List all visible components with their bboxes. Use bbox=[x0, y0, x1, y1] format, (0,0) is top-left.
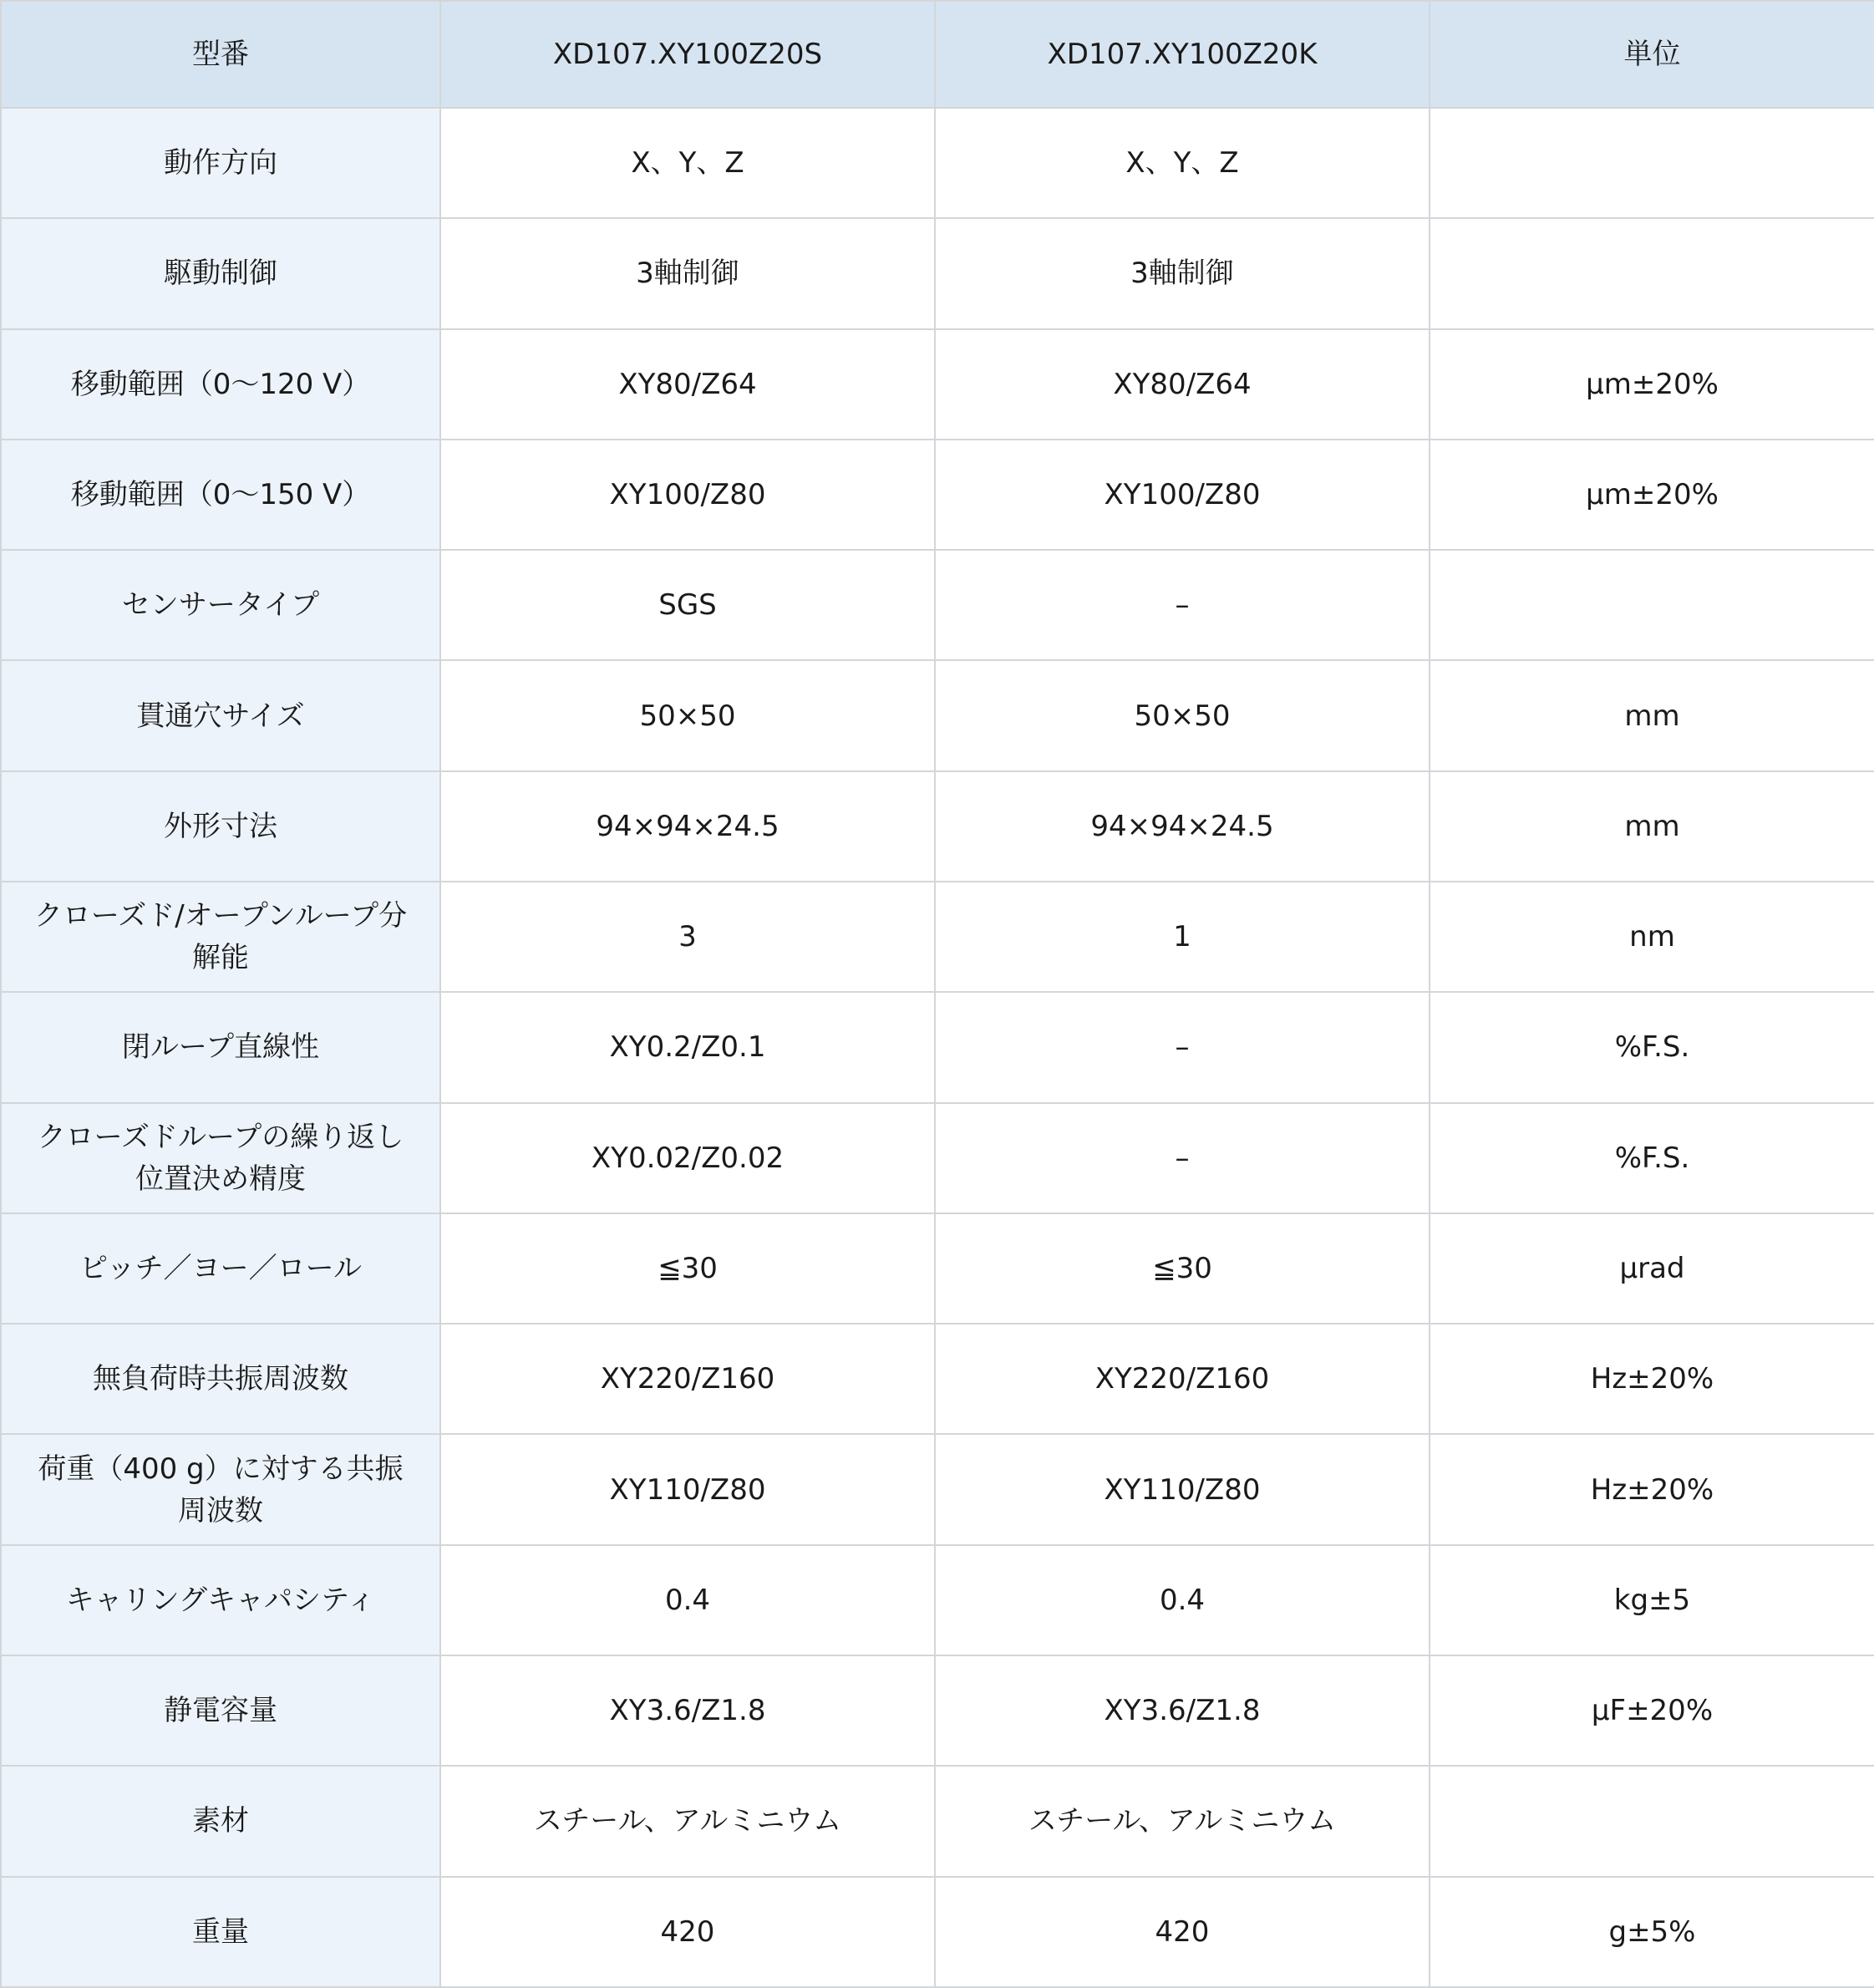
row-value-k: 3軸制御 bbox=[935, 218, 1430, 328]
table-row bbox=[1, 440, 1874, 550]
row-unit: μm±20% bbox=[1430, 440, 1874, 550]
row-unit bbox=[1430, 1766, 1874, 1876]
table-row bbox=[1, 329, 1874, 440]
row-value-k: 1 bbox=[935, 882, 1430, 992]
header-row bbox=[1, 1, 1874, 108]
header-model-k-cell: XD107.XY100Z20K bbox=[935, 1, 1430, 108]
table-row bbox=[1, 1434, 1874, 1544]
table-row bbox=[1, 1213, 1874, 1324]
header-label-cell: 型番 bbox=[1, 1, 440, 108]
row-value-s: XY220/Z160 bbox=[440, 1324, 935, 1434]
row-value-s: スチール、アルミニウム bbox=[440, 1766, 935, 1876]
row-label: ピッチ／ヨー／ロール bbox=[1, 1213, 440, 1324]
row-value-k: XY80/Z64 bbox=[935, 329, 1430, 440]
row-label: 移動範囲（0～120 V） bbox=[1, 329, 440, 440]
row-value-k: 94×94×24.5 bbox=[935, 771, 1430, 882]
row-value-k: – bbox=[935, 1103, 1430, 1213]
row-label: 駆動制御 bbox=[1, 218, 440, 328]
row-value-s: 420 bbox=[440, 1877, 935, 1988]
table-row bbox=[1, 1103, 1874, 1213]
table-row bbox=[1, 1877, 1874, 1988]
row-value-s: XY0.2/Z0.1 bbox=[440, 992, 935, 1102]
row-unit: g±5% bbox=[1430, 1877, 1874, 1988]
row-label: 素材 bbox=[1, 1766, 440, 1876]
row-value-s: XY110/Z80 bbox=[440, 1434, 935, 1544]
row-value-s: 3 bbox=[440, 882, 935, 992]
row-label: 外形寸法 bbox=[1, 771, 440, 882]
spec-table-header bbox=[1, 1, 1874, 108]
row-value-k: – bbox=[935, 992, 1430, 1102]
row-value-s: XY3.6/Z1.8 bbox=[440, 1655, 935, 1766]
row-unit: nm bbox=[1430, 882, 1874, 992]
row-label: 閉ループ直線性 bbox=[1, 992, 440, 1102]
row-value-k: X、Y、Z bbox=[935, 108, 1430, 218]
row-value-k: – bbox=[935, 550, 1430, 660]
table-row bbox=[1, 882, 1874, 992]
spec-table-body bbox=[1, 108, 1874, 1987]
row-label: 移動範囲（0～150 V） bbox=[1, 440, 440, 550]
row-unit: kg±5 bbox=[1430, 1545, 1874, 1655]
row-value-s: 94×94×24.5 bbox=[440, 771, 935, 882]
row-unit: μF±20% bbox=[1430, 1655, 1874, 1766]
row-unit bbox=[1430, 550, 1874, 660]
row-label: クローズドループの繰り返し位置決め精度 bbox=[1, 1103, 440, 1213]
row-value-k: XY110/Z80 bbox=[935, 1434, 1430, 1544]
table-row bbox=[1, 1655, 1874, 1766]
row-unit: %F.S. bbox=[1430, 992, 1874, 1102]
table-row bbox=[1, 771, 1874, 882]
row-value-s: XY100/Z80 bbox=[440, 440, 935, 550]
row-unit: Hz±20% bbox=[1430, 1434, 1874, 1544]
row-unit: mm bbox=[1430, 771, 1874, 882]
row-unit bbox=[1430, 218, 1874, 328]
row-unit: mm bbox=[1430, 660, 1874, 770]
table-row bbox=[1, 108, 1874, 218]
row-value-k: 420 bbox=[935, 1877, 1430, 1988]
row-label: キャリングキャパシティ bbox=[1, 1545, 440, 1655]
row-label: クローズド/オープンループ分解能 bbox=[1, 882, 440, 992]
row-value-s: 0.4 bbox=[440, 1545, 935, 1655]
row-label: センサータイプ bbox=[1, 550, 440, 660]
row-value-k: XY220/Z160 bbox=[935, 1324, 1430, 1434]
row-value-s: XY80/Z64 bbox=[440, 329, 935, 440]
table-row bbox=[1, 1324, 1874, 1434]
row-value-s: X、Y、Z bbox=[440, 108, 935, 218]
row-value-k: 0.4 bbox=[935, 1545, 1430, 1655]
row-label: 動作方向 bbox=[1, 108, 440, 218]
row-value-k: スチール、アルミニウム bbox=[935, 1766, 1430, 1876]
row-label: 静電容量 bbox=[1, 1655, 440, 1766]
row-label: 貫通穴サイズ bbox=[1, 660, 440, 770]
table-row bbox=[1, 550, 1874, 660]
row-value-s: 3軸制御 bbox=[440, 218, 935, 328]
row-value-k: XY3.6/Z1.8 bbox=[935, 1655, 1430, 1766]
row-label: 重量 bbox=[1, 1877, 440, 1988]
row-value-k: XY100/Z80 bbox=[935, 440, 1430, 550]
row-unit: Hz±20% bbox=[1430, 1324, 1874, 1434]
row-unit bbox=[1430, 108, 1874, 218]
row-value-s: 50×50 bbox=[440, 660, 935, 770]
header-model-s-cell: XD107.XY100Z20S bbox=[440, 1, 935, 108]
table-row bbox=[1, 992, 1874, 1102]
row-label: 無負荷時共振周波数 bbox=[1, 1324, 440, 1434]
row-unit: %F.S. bbox=[1430, 1103, 1874, 1213]
row-label: 荷重（400 g）に対する共振周波数 bbox=[1, 1434, 440, 1544]
table-row bbox=[1, 218, 1874, 328]
row-value-s: ≦30 bbox=[440, 1213, 935, 1324]
row-value-k: ≦30 bbox=[935, 1213, 1430, 1324]
row-value-k: 50×50 bbox=[935, 660, 1430, 770]
row-unit: μrad bbox=[1430, 1213, 1874, 1324]
table-row bbox=[1, 660, 1874, 770]
row-value-s: XY0.02/Z0.02 bbox=[440, 1103, 935, 1213]
table-row bbox=[1, 1545, 1874, 1655]
row-value-s: SGS bbox=[440, 550, 935, 660]
row-unit: μm±20% bbox=[1430, 329, 1874, 440]
header-unit-cell: 単位 bbox=[1430, 1, 1874, 108]
table-row bbox=[1, 1766, 1874, 1876]
